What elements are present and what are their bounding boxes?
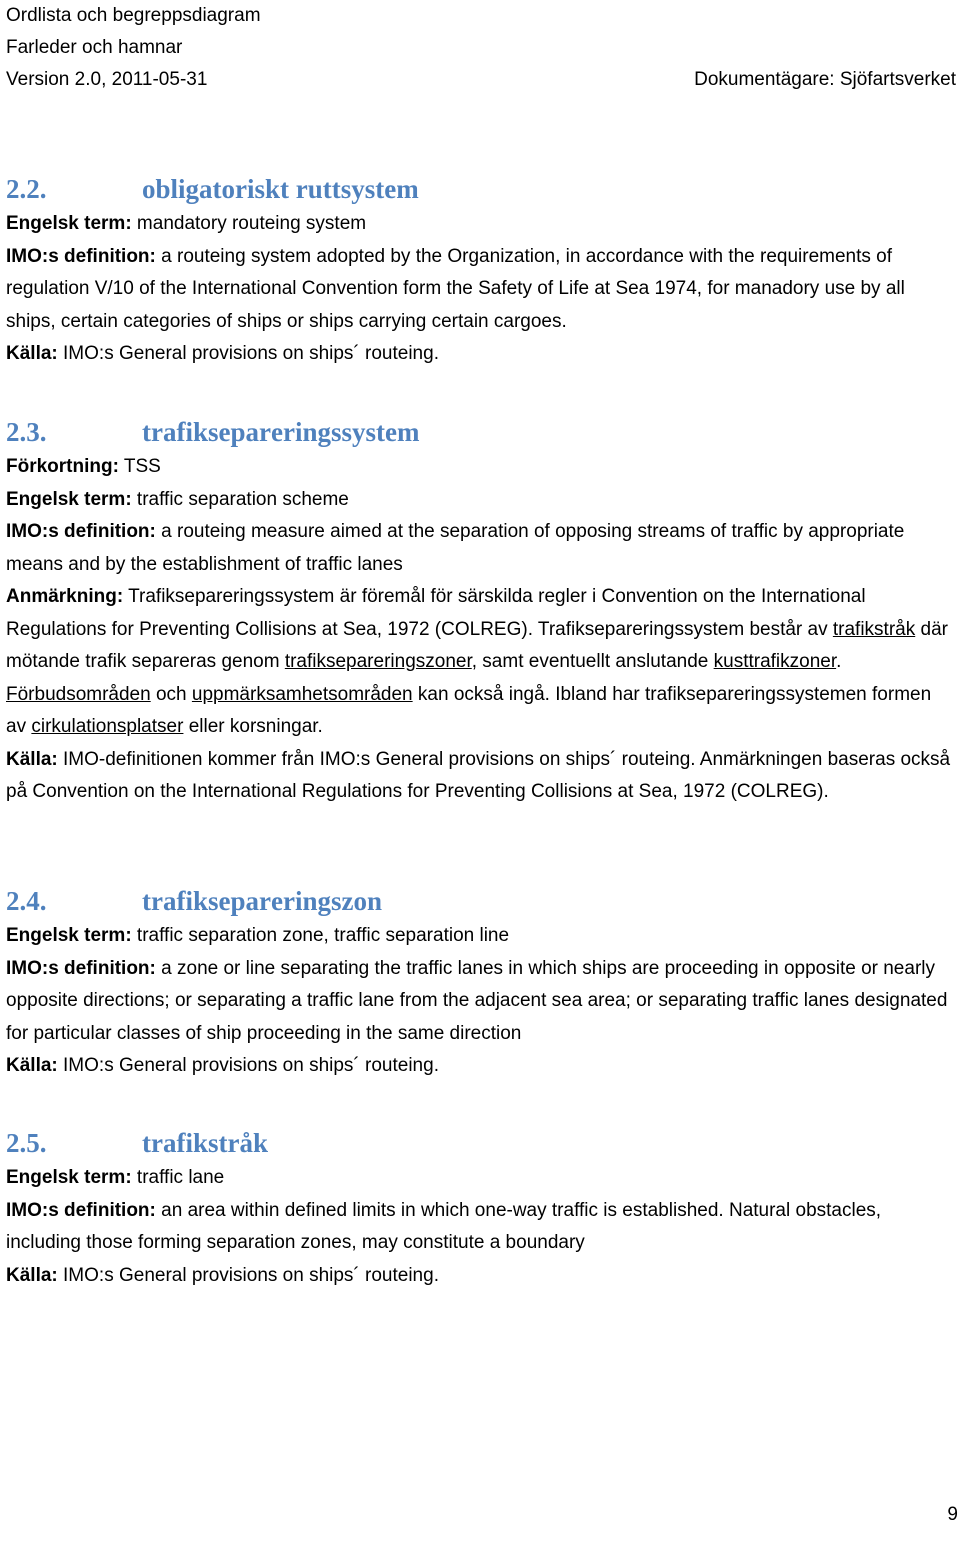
document-subtitle: Farleder och hamnar [6, 37, 183, 58]
link-forbudsomraden[interactable]: Förbudsområden [6, 683, 151, 705]
document-version: Version 2.0, 2011-05-31 [6, 69, 208, 90]
section-term: obligatoriskt ruttsystem [142, 174, 419, 204]
section-number: 2.5. [6, 1128, 47, 1158]
english-term [6, 920, 956, 953]
imo-definition [6, 241, 956, 339]
english-term-label: Engelsk term: [6, 213, 132, 234]
english-term-value: mandatory routeing system [131, 213, 367, 234]
source-text: IMO:s General provisions on ships´ routeing. [57, 1264, 439, 1286]
link-trafikstrak[interactable]: trafikstråk [832, 618, 916, 640]
source-text: IMO:s General provisions on ships´ routeing. [57, 1055, 439, 1076]
note-text: Trafikseparеringssystem är föremål för särskilda regler i Convention on the International Regulations for Preventing Collisions at Sea, 1972 (COLREG). Trafikseparеringssystem består av [6, 586, 866, 640]
english-term [6, 484, 956, 517]
section-2-3 [6, 415, 956, 809]
english-term-label: Engelsk term: [6, 1167, 132, 1188]
source [6, 1050, 956, 1083]
link-trafikseparationszoner[interactable]: trafikseparеringszoner [284, 651, 472, 672]
section-2-4 [6, 884, 956, 1083]
source-label: Källa: [6, 343, 58, 364]
english-term-label: Engelsk term: [6, 925, 132, 946]
page-header [6, 0, 956, 96]
imo-definition-text: a zone or line separating the traffic lanes in which ships are proceeding in opposite or nearly opposite directions; or separating a traffic lane from the adjacent sea area; or separating traffic lanes designated for particular classes of ship proceeding in the same direction [6, 957, 948, 1044]
source-text: IMO:s General provisions on ships´ routeing. [57, 343, 439, 364]
imo-definition-label: IMO:s definition: [6, 957, 156, 979]
section-2-2 [6, 172, 956, 371]
source [6, 744, 956, 809]
section-heading [6, 1126, 956, 1160]
document-owner: Dokumentägare: Sjöfartsverket [694, 69, 956, 90]
section-term: trafikseparеringssystem [142, 417, 420, 447]
imo-definition [6, 1195, 956, 1260]
section-number: 2.2. [6, 174, 47, 204]
note [6, 581, 956, 744]
note-text: där mötande trafik separeras genom [6, 618, 948, 672]
english-term-value: traffic separation zone, traffic separation line [131, 925, 510, 946]
source-text: IMO-definitionen kommer från IMO:s General provisions on ships´ routeing. Anmärkningen baseras också på Convention on the International Regulations for Preventing Collisions at Sea, 1972 (COLREG). [6, 748, 951, 802]
imo-definition [6, 516, 956, 581]
page-number: 9 [947, 1504, 958, 1525]
imo-definition-label: IMO:s definition: [6, 521, 156, 542]
section-number: 2.3. [6, 417, 47, 447]
source [6, 1260, 956, 1293]
link-kusttrafikzoner[interactable]: kusttrafikzoner [713, 651, 837, 672]
source [6, 338, 956, 371]
english-term [6, 1162, 956, 1195]
link-cirkulationsplatser[interactable]: cirkulationsplatser [31, 716, 184, 737]
source-label: Källa: [6, 1264, 58, 1286]
header-meta-row [6, 64, 956, 96]
english-term-value: traffic lane [131, 1167, 225, 1188]
note-text: kan också ingå. Ibland har trafikseparеringssystemen formen av [6, 683, 932, 737]
section-heading [6, 415, 956, 449]
source-label: Källa: [6, 1055, 58, 1076]
imo-definition-text: a routeing system adopted by the Organization, in accordance with the requirements of regulation V/10 of the International Convention form the Safety of Life at Sea 1974, for manadory use by all ships, certain categories of ships or ships carrying certain cargoes. [6, 245, 905, 332]
english-term-value: traffic separation scheme [131, 488, 349, 510]
note-label: Anmärkning: [6, 586, 124, 607]
document-title: Ordlista och begreppsdiagram [6, 5, 261, 26]
english-term [6, 208, 956, 241]
note-text: . [836, 651, 842, 672]
imo-definition-label: IMO:s definition: [6, 245, 156, 267]
imo-definition-label: IMO:s definition: [6, 1199, 156, 1221]
section-term: trafikseparеringszon [142, 886, 382, 916]
imo-definition-text: an area within defined limits in which one-way traffic is established. Natural obstacles, including those forming separation zones, may constitute a boundary [6, 1199, 882, 1253]
section-2-5 [6, 1126, 956, 1292]
imo-definition-text: a routeing measure aimed at the separation of opposing streams of traffic by appropriate means and by the establishment of traffic lanes [6, 521, 905, 575]
abbreviation [6, 451, 956, 484]
note-text: , samt eventuellt anslutande [471, 651, 714, 672]
section-term: trafikstråk [142, 1128, 268, 1158]
section-heading [6, 884, 956, 918]
english-term-label: Engelsk term: [6, 488, 132, 510]
section-number: 2.4. [6, 886, 47, 916]
abbreviation-label: Förkortning: [6, 456, 119, 477]
link-uppmarksamhetsomraden[interactable]: uppmärksamhetsområden [191, 683, 413, 705]
abbreviation-value: TSS [118, 456, 161, 477]
source-label: Källa: [6, 748, 58, 770]
section-heading [6, 172, 956, 206]
imo-definition [6, 953, 956, 1051]
note-text: och [150, 683, 192, 705]
note-text: eller korsningar. [183, 716, 323, 737]
